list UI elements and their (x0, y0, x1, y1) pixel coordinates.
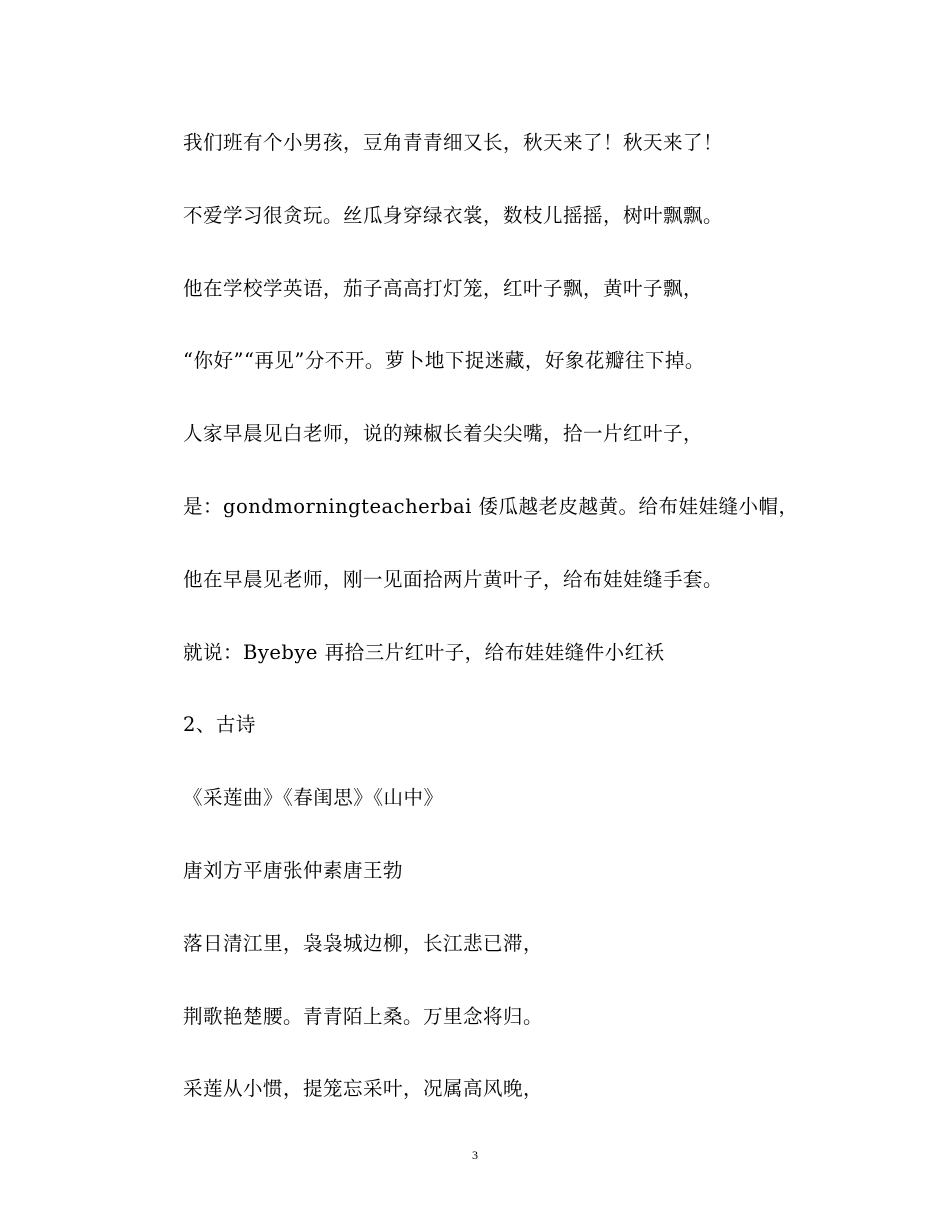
text-line: 他在早晨见老师，刚一见面拾两片黄叶子，给布娃娃缝手套。 (183, 567, 724, 591)
poem-authors: 唐刘方平唐张仲素唐王勃 (183, 858, 404, 882)
text-line: 人家早晨见白老师，说的辣椒长着尖尖嘴，拾一片红叶子， (183, 422, 704, 446)
page-number: 3 (472, 1148, 478, 1162)
poem-line: 荆歌艳楚腰。青青陌上桑。万里念将归。 (183, 1004, 544, 1028)
document-body (183, 127, 883, 1146)
text-line: 就说：Byebye 再拾三片红叶子，给布娃娃缝件小红袄 (183, 640, 665, 664)
poem-titles: 《采莲曲》《春闺思》《山中》 (183, 786, 444, 810)
text-line: 不爱学习很贪玩。丝瓜身穿绿衣裳，数枝儿摇摇，树叶飘飘。 (183, 203, 724, 227)
poem-line: 采莲从小惯，提笼忘采叶，况属高风晚， (183, 1077, 544, 1101)
text-line: “你好”“再见”分不开。萝卜地下捉迷藏，好象花瓣往下掉。 (183, 349, 705, 373)
section-heading: 2、古诗 (183, 713, 256, 737)
poem-line: 落日清江里，袅袅城边柳，长江悲已滞， (183, 931, 544, 955)
text-line: 是：gondmorningteacherbai 倭瓜越老皮越黄。给布娃娃缝小帽， (183, 494, 799, 518)
text-line: 我们班有个小男孩，豆角青青细又长，秋天来了！秋天来了！ (183, 131, 724, 154)
text-line: 他在学校学英语，茄子高高打灯笼，红叶子飘，黄叶子飘， (183, 276, 704, 300)
